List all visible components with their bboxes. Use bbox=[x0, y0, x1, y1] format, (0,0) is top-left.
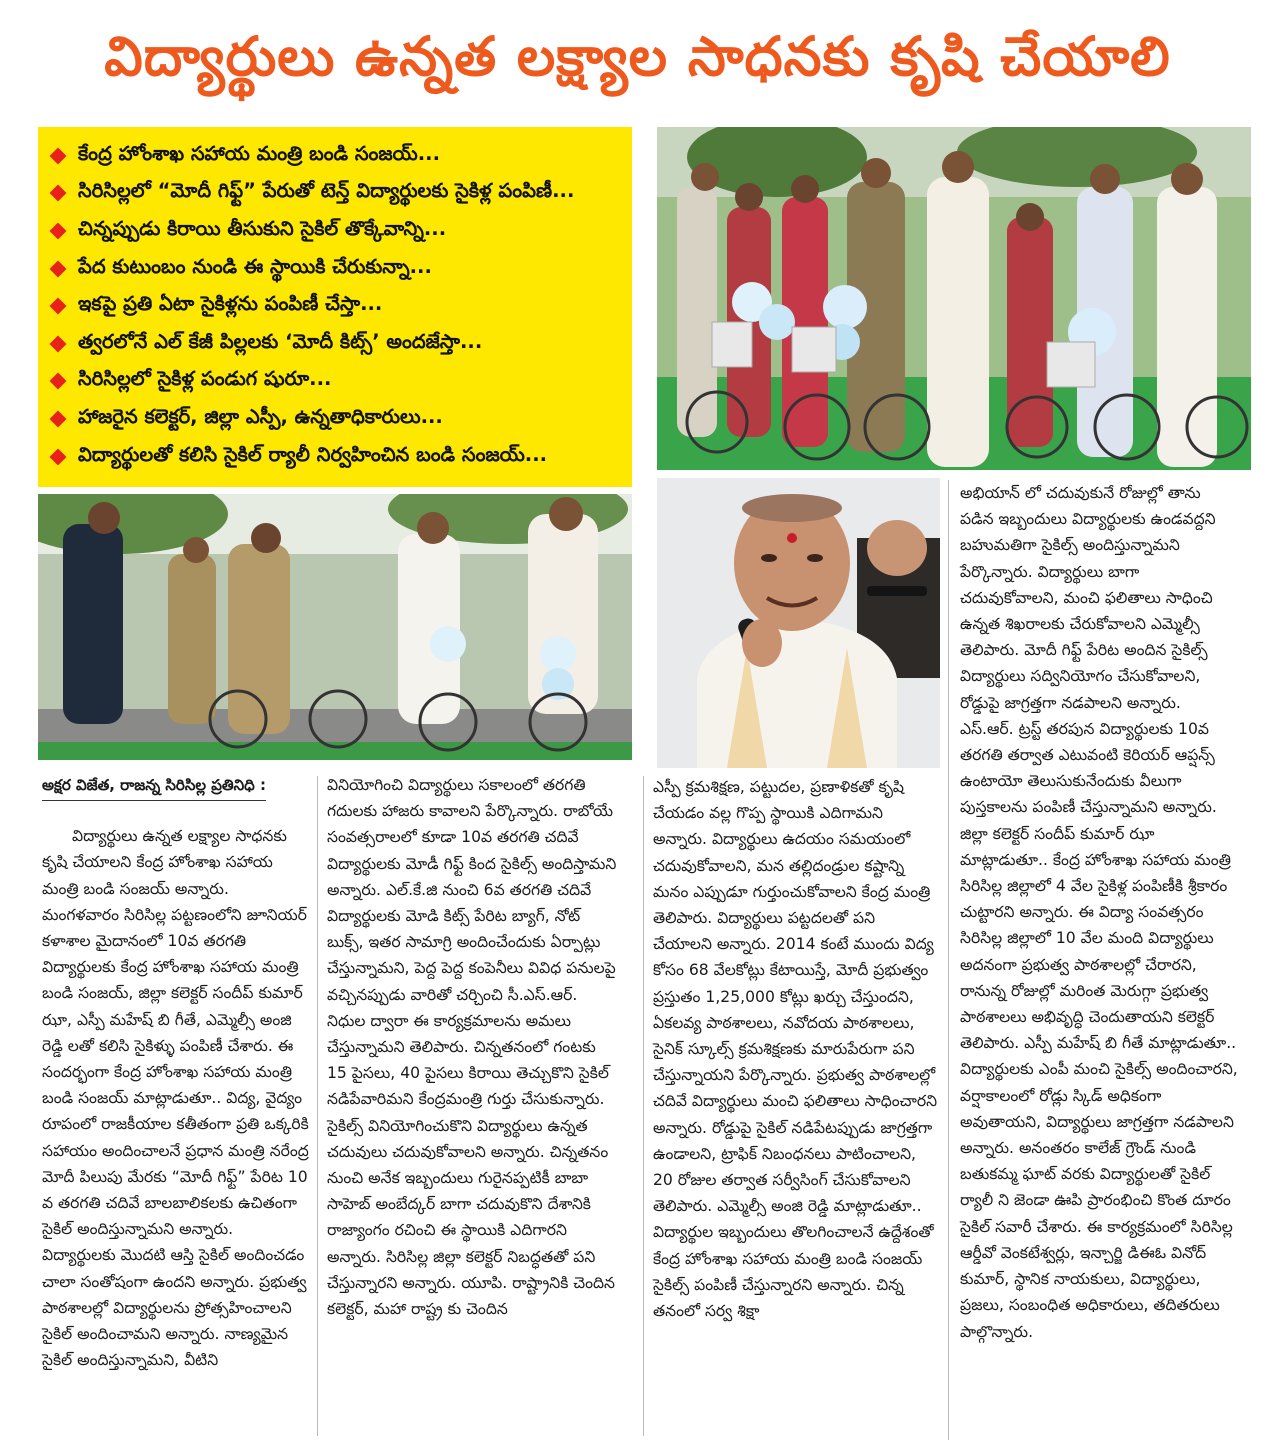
article-paragraph: విద్యార్థులు ఉన్నత లక్ష్యాల సాధనకు కృషి చేయాలని కేంద్ర హోంశాఖ సహాయ మంత్రి బండి సంజయ్ అన్నారు. మంగళవారం సిరిసిల్ల పట్టణంలోని జూనియర్ కళాశాల మైదానంలో 10వ తరగతి విద్యార్థులకు కేంద్ర హోంశాఖ సహాయ మంత్రి బండి సంజయ్, జిల్లా కలెక్టర్ సందీప్ కుమార్ ఝా, ఎస్పీ మహేష్ బి గీతే, ఎమ్మెల్సీ అంజి రెడ్డి లతో కలిసి సైకిళ్ళు పంపిణీ చేశారు. ఈ సందర్భంగా కేంద్ర హోంశాఖ సహాయ మంత్రి బండి సంజయ్ మాట్లాడుతూ.. విద్య, వైద్యం రూపంలో రాజకీయాల కతీతంగా ప్రతి ఒక్కరికి సహాయం అందించాలనే ప్రధాన మంత్రి నరేంద్ర మోదీ పిలుపు మేరకు “మోదీ గిఫ్ట్” పేరిట 10 వ తరగతి చదివే బాలబాలికలకు ఉచితంగా సైకిల్ అందిస్తున్నామని అన్నారు. విద్యార్థులకు మొదటి ఆస్తి సైకిల్ అందించడం చాలా సంతోషంగా ఉందని అన్నారు. ప్రభుత్వ పాఠశాలల్లో విద్యార్థులను ప్రోత్సహించాలని సైకిల్ అందించామని అన్నారు. నాణ్యమైన సైకిల్ అందిస్తున్నామని, వీటిని bbox=[42, 827, 309, 1370]
highlight-text: సిరిసిల్లలో సైకిళ్ల పండుగ షురూ... bbox=[78, 367, 332, 391]
article-paragraph: వినియోగించి విద్యార్థులు సకాలంలో తరగతి గదులకు హాజరు కావాలని పేర్కొన్నారు. రాబోయే సంవత్సరాలలో కూడా 10వ తరగతి చదివే విద్యార్థులకు మోడీ గిఫ్ట్ కింద సైకిల్స్ అందిస్తామని అన్నారు. ఎల్.కే.జి నుంచి 6వ తరగతి చదివే విద్యార్థులకు మోడి కిట్స్ పేరిట బ్యాగ్, నోట్ బుక్స్, ఇతర సామాగ్రి అందించేందుకు ఏర్పాట్లు చేస్తున్నామని, పెద్ద పెద్ద కంపెనీలు వివిధ పనులపై వచ్చినప్పుడు వారితో చర్చించి సీ.ఎస్.ఆర్. నిధుల ద్వారా ఈ కార్యక్రమాలను అమలు చేస్తున్నామని తెలిపారు. చిన్నతనంలో గంటకు 15 పైసలు, 40 పైసలు కిరాయి తెచ్చుకొని సైకిల్ నడిపేవారిమని కేంద్రమంత్రి గుర్తు చేసుకున్నారు. సైకిల్స్ వినియోగించుకొని విద్యార్థులు ఉన్నత చదువులు చదువుకోవాలని అన్నారు. చిన్నతనం నుంచి అనేక ఇబ్బందులు గురైనప్పటికీ బాబా సాహెబ్ అంబేద్కర్ బాగా చదువుకొని దేశానికి రాజ్యాంగం రచించి ఈ స్థాయికి ఎదిగారని అన్నారు. సిరిసిల్ల జిల్లా కలెక్టర్ నిబద్ధతతో పని చేస్తున్నారని అన్నారు. యూపి. రాష్ట్రానికి చెందిన కలెక్టర్, మహా రాష్ట్ర కు చెందిన bbox=[327, 776, 617, 1319]
highlights-box bbox=[38, 127, 632, 487]
diamond-bullet-icon bbox=[50, 222, 67, 239]
highlight-item bbox=[48, 212, 626, 250]
article-column-1 bbox=[42, 772, 310, 1373]
highlight-item bbox=[48, 250, 626, 288]
highlight-text: కేంద్ర హోంశాఖ సహాయ మంత్రి బండి సంజయ్... bbox=[78, 141, 440, 165]
diamond-bullet-icon bbox=[50, 410, 67, 427]
article-column-4 bbox=[960, 480, 1238, 1345]
highlight-item bbox=[48, 325, 626, 363]
highlight-text: చిన్నప్పుడు కిరాయి తీసుకుని సైకిల్ తొక్కేవాన్ని... bbox=[78, 216, 447, 240]
highlight-item bbox=[48, 400, 626, 438]
diamond-bullet-icon bbox=[50, 298, 67, 315]
photo-minister-speaking bbox=[657, 478, 940, 768]
diamond-bullet-icon bbox=[50, 448, 67, 465]
photo-cycle-distribution bbox=[657, 127, 1251, 470]
highlight-text: ఇకపై ప్రతి ఏటా సైకిళ్లను పంపిణీ చేస్తా... bbox=[78, 292, 383, 316]
highlight-text: విద్యార్థులతో కలిసి సైకిల్ ర్యాలీ నిర్వహించిన బండి సంజయ్... bbox=[78, 442, 548, 466]
highlight-text: పేద కుటుంబం నుండి ఈ స్థాయికి చేరుకున్నా... bbox=[78, 254, 432, 278]
column-divider bbox=[317, 776, 318, 1436]
highlight-text: సిరిసిల్లలో “మోదీ గిఫ్ట్” పేరుతో టెన్త్ విద్యార్థులకు సైకిళ్ల పంపిణీ... bbox=[78, 179, 575, 203]
highlight-item bbox=[48, 137, 626, 175]
diamond-bullet-icon bbox=[50, 260, 67, 277]
highlight-text: హాజరైన కలెక్టర్, జిల్లా ఎస్పీ, ఉన్నతాధికారులు... bbox=[78, 404, 443, 428]
article-paragraph: అభియాన్ లో చదువుకునే రోజుల్లో తాను పడిన ఇబ్బందులు విద్యార్థులకు ఉండవద్దని బహుమతిగా సైకిల్స్ అందిస్తున్నామని పేర్కొన్నారు. విద్యార్థులు బాగా చదువుకోవాలని, మంచి ఫలితాలు సాధించి ఉన్నత శిఖరాలకు చేరుకోవాలని ఎమ్మెల్సీ తెలిపారు. మోదీ గిఫ్ట్ పేరిట అందిన సైకిల్స్ విద్యార్థులు సద్వినియోగం చేసుకోవాలని, రోడ్డుపై జాగ్రత్తగా నడపాలని అన్నారు. ఎస్.ఆర్. ట్రస్ట్ తరపున విద్యార్థులకు 10వ తరగతి తర్వాత ఎటువంటి కెరియర్ ఆప్షన్స్ ఉంటాయో తెలుసుకునేందుకు వీలుగా పుస్తకాలను పంపిణీ చేస్తున్నామని అన్నారు. జిల్లా కలెక్టర్ సందీప్ కుమార్ ఝా మాట్లాడుతూ.. కేంద్ర హోంశాఖ సహాయ మంత్రి సిరిసిల్ల జిల్లాలో 4 వేల సైకిళ్ల పంపిణీకి శ్రీకారం చుట్టారని అన్నారు. ఈ విద్యా సంవత్సరం సిరిసిల్ల జిల్లాలో 10 వేల మంది విద్యార్థులు అదనంగా ప్రభుత్వ పాఠశాలల్లో చేరారని, రానున్న రోజుల్లో మరింత మెరుగ్గా ప్రభుత్వ పాఠశాలలు అభివృద్ధి చెందుతాయని కలెక్టర్ తెలిపారు. ఎస్పీ మహేష్ బి గీతే మాట్లాడుతూ.. విద్యార్థులకు ఎంపీ మంచి సైకిల్స్ అందించారని, వర్షాకాలంలో రోడ్లు స్కిడ్ అధికంగా అవుతాయని, విద్యార్థులు జాగ్రత్తగా నడపాలని అన్నారు. అనంతరం కాలేజ్ గ్రౌండ్ నుండి బతుకమ్మ ఘాట్ వరకు విద్యార్థులతో సైకిల్ ర్యాలీ ని జెండా ఊపి ప్రారంభించి కొంత దూరం సైకిల్ సవారీ చేశారు. ఈ కార్యక్రమంలో సిరిసిల్ల ఆర్డీవో వెంకటేశ్వర్లు, ఇన్చార్జి డిఈఓ వినోద్ కుమార్, స్థానిక నాయకులు, విద్యార్థులు, ప్రజలు, సంబంధిత అధికారులు, తదితరులు పాల్గొన్నారు. bbox=[960, 484, 1238, 1341]
highlight-text: త్వరలోనే ఎల్ కేజీ పిల్లలకు ‘మోదీ కిట్స్’ అందజేస్తా... bbox=[78, 329, 483, 353]
article-column-2 bbox=[327, 772, 619, 1322]
column-divider bbox=[948, 480, 949, 1440]
highlight-item bbox=[48, 363, 626, 401]
diamond-bullet-icon bbox=[50, 147, 67, 164]
byline: అక్షర విజేత, రాజన్న సిరిసిల్ల ప్రతినిధి : bbox=[42, 772, 266, 801]
article-paragraph: ఎస్పీ క్రమశిక్షణ, పట్టుదల, ప్రణాళికతో కృషి చేయడం వల్ల గొప్ప స్థాయికి ఎదిగామని అన్నారు. విద్యార్థులు ఉదయం సమయంలో చదువుకోవాలని, మన తల్లిదండ్రుల కష్టాన్ని మనం ఎప్పుడూ గుర్తుంచుకోవాలని కేంద్ర మంత్రి తెలిపారు. విద్యార్థులు పట్టదలతో పని చేయాలని అన్నారు. 2014 కంటే ముందు విద్య కోసం 68 వేలకోట్లు కేటాయిస్తే, మోదీ ప్రభుత్వం ప్రస్తుతం 1,25,000 కోట్లు ఖర్చు చేస్తుందని, ఏకలవ్య పాఠశాలలు, నవోదయ పాఠశాలలు, సైనిక్ స్కూల్స్ క్రమశిక్షణకు మారుపేరుగా పని చేస్తున్నాయని పేర్కొన్నారు. ప్రభుత్వ పాఠశాలల్లో చదివే విద్యార్థులు మంచి ఫలితాలు సాధించారని అన్నారు. రోడ్డుపై సైకిల్ నడిపేటప్పుడు జాగ్రత్తగా ఉండాలని, ట్రాఫిక్ నిబంధనలు పాటించాలని, 20 రోజుల తర్వాత సర్వీసింగ్ చేసుకోవాలని తెలిపారు. ఎమ్మెల్సీ అంజి రెడ్డి మాట్లాడుతూ.. విద్యార్థుల ఇబ్బందులు తొలగించాలనే ఉద్దేశంతో కేంద్ర హోంశాఖ సహాయ మంత్రి బండి సంజయ్ సైకిల్స్ పంపిణీ చేస్తున్నారని అన్నారు. చిన్న తనంలో సర్వ శిక్షా bbox=[653, 778, 938, 1321]
diamond-bullet-icon bbox=[50, 373, 67, 390]
highlight-item bbox=[48, 287, 626, 325]
diamond-bullet-icon bbox=[50, 335, 67, 352]
column-divider bbox=[643, 776, 644, 1436]
highlight-item bbox=[48, 438, 626, 476]
photo-cycle-rally bbox=[38, 494, 632, 760]
article-column-3 bbox=[653, 774, 938, 1324]
headline: విద్యార్థులు ఉన్నత లక్ష్యాల సాధనకు కృషి చేయాలి bbox=[104, 24, 1171, 88]
highlight-item bbox=[48, 175, 626, 213]
diamond-bullet-icon bbox=[50, 185, 67, 202]
